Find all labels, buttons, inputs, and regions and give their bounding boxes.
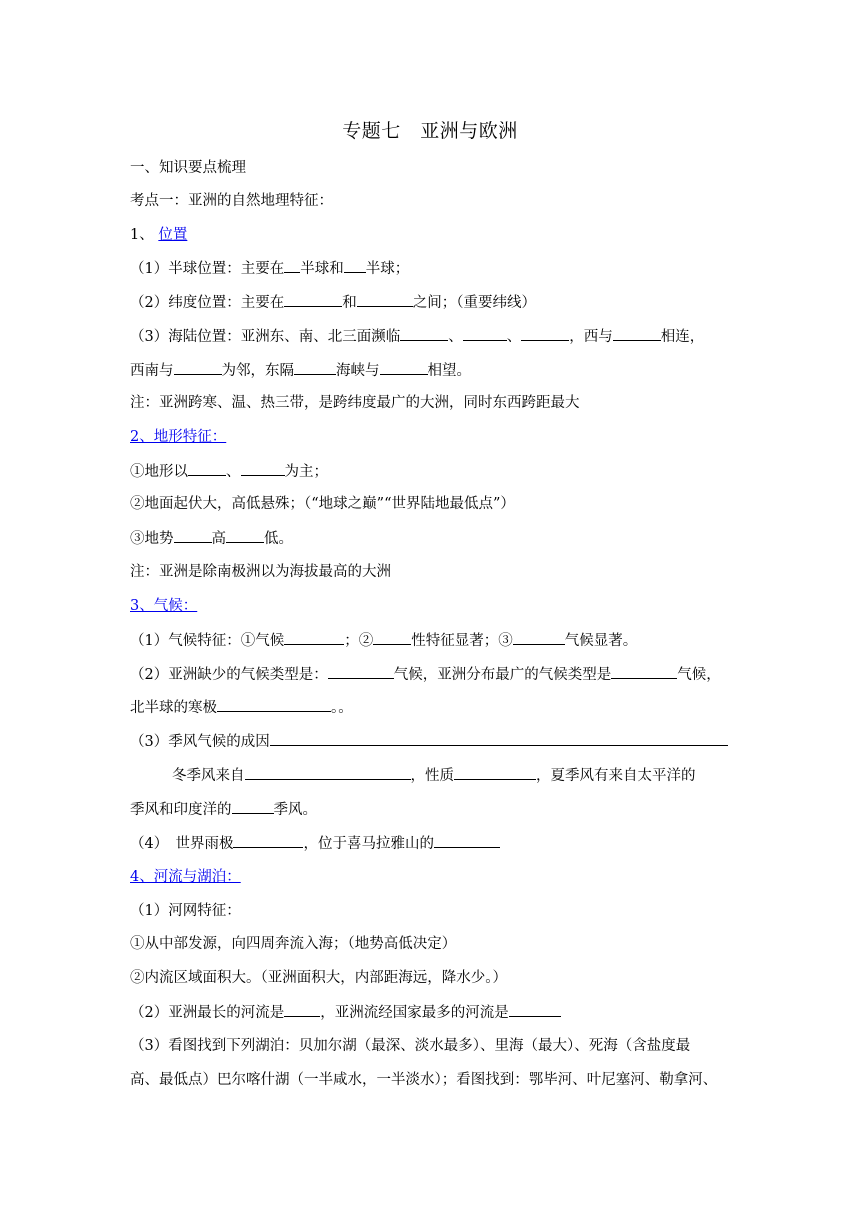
terrain-line-2: ②地面起伏大，高低悬殊；（“地球之巅”“世界陆地最低点”） [130,496,515,512]
text-segment: 气候，亚洲分布最广的气候类型是 [393,667,612,683]
rivers-line-6: 高、最低点）巴尔喀什湖（一半咸水，一半淡水）；看图找到：鄂毕河、叶尼塞河、勒拿河、 [130,1072,718,1088]
text-segment: （2）亚洲缺少的气候类型是： [130,667,328,683]
text-segment: 。。 [331,700,353,716]
rivers-line-1: （1）河网特征： [130,903,241,919]
text-segment: ①地形以 [130,464,188,480]
terrain-note: 注：亚洲是除南极洲以为海拔最高的大洲 [130,564,391,580]
blank[interactable] [217,697,331,712]
terrain-link[interactable]: 2、地形特征： [130,429,227,445]
blank[interactable] [232,799,274,814]
blank[interactable] [284,258,300,273]
rivers-line-3: ②内流区域面积大。（亚洲面积大，内部距海远，降水少。） [130,970,507,986]
blank[interactable] [284,630,344,645]
latitude-line [130,292,734,313]
blank[interactable] [233,833,303,848]
rivers-line-5: （3）看图找到下列湖泊：贝加尔湖（最深、淡水最多）、里海（最大）、死海（含盐度最 [130,1038,691,1054]
text-segment: 半球； [365,261,410,277]
text-segment: 半球和 [300,261,344,277]
section-heading: 一、知识要点梳理 [130,160,246,176]
blank[interactable] [284,1002,320,1017]
text-segment: ，位于喜马拉雅山的 [303,836,434,852]
text-segment: 季风。 [273,802,317,818]
blank[interactable] [241,461,285,476]
text-segment: 气候， [677,667,721,683]
text-segment: （1）半球位置：主要在 [130,261,285,277]
position-link[interactable]: 位置 [158,227,188,243]
text-segment: 高 [211,531,226,547]
blank[interactable] [509,1002,561,1017]
position-number: 1、 [130,227,154,243]
text-segment: 气候显著。 [564,633,638,649]
blank[interactable] [454,765,536,780]
blank[interactable] [434,833,500,848]
blank[interactable] [357,292,413,307]
terrain-heading [130,427,734,447]
text-segment: 低。 [264,531,293,547]
blank[interactable] [521,326,569,341]
text-segment: （2）亚洲最长的河流是 [130,1005,285,1021]
position-heading-line [130,225,734,245]
hemisphere-line [130,258,734,279]
blank[interactable] [613,326,661,341]
text-segment: ，性质 [410,768,454,784]
climate-line-1 [130,630,734,651]
blank[interactable] [284,292,342,307]
climate-heading [130,596,734,616]
climate-line-6 [130,799,734,820]
sea-land-line-2 [130,360,734,381]
blank[interactable] [611,664,677,679]
text-segment: 和 [342,295,357,311]
text-segment: 、 [226,464,241,480]
rivers-heading [130,867,734,887]
text-segment: ③地势 [130,531,174,547]
climate-link[interactable]: 3、气候： [130,598,198,614]
text-segment: 海峡与 [336,363,380,379]
text-segment: （3）海陆位置：亚洲东、南、北三面濒临 [130,329,401,345]
text-segment: （4） 世界雨极 [130,836,234,852]
blank[interactable] [270,731,728,746]
rivers-link[interactable]: 4、河流与湖泊： [130,869,241,885]
page-title: 专题七 亚洲与欧洲 [342,120,518,142]
blank[interactable] [294,360,336,375]
sea-land-line-1 [130,326,734,347]
climate-line-3 [130,697,734,718]
text-segment: （2）纬度位置：主要在 [130,295,285,311]
climate-line-5 [172,765,734,786]
kaodian-heading: 考点一：亚洲的自然地理特征： [130,193,333,209]
blank[interactable] [513,630,565,645]
blank[interactable] [328,664,394,679]
text-segment: 冬季风来自 [172,768,245,784]
climate-line-7 [130,833,734,854]
text-segment: 之间；（重要纬线） [412,295,536,311]
text-segment: 相连， [660,329,705,345]
text-segment: ；② [344,633,374,649]
text-segment: 北半球的寒极 [130,700,217,716]
text-segment: 季风和印度洋的 [130,802,232,818]
blank[interactable] [373,630,411,645]
text-segment: ，西与 [569,329,613,345]
text-segment: 、 [448,329,463,345]
terrain-line-1 [130,461,734,482]
position-note: 注：亚洲跨寒、温、热三带，是跨纬度最广的大洲，同时东西跨距最大 [130,395,580,411]
blank[interactable] [226,528,264,543]
blank[interactable] [463,326,507,341]
blank[interactable] [380,360,428,375]
rivers-line-4 [130,1002,734,1023]
text-segment: （1）气候特征：①气候 [130,633,285,649]
text-segment: （3）季风气候的成因 [130,734,270,750]
blank[interactable] [245,765,411,780]
rivers-line-2: ①从中部发源，向四周奔流入海；（地势高低决定） [130,936,457,952]
blank[interactable] [400,326,448,341]
text-segment: 为邻，东隔 [221,363,294,379]
blank[interactable] [174,360,222,375]
text-segment: 相望。 [427,363,471,379]
terrain-line-3 [130,528,734,549]
climate-line-4 [130,731,734,752]
blank[interactable] [174,528,212,543]
text-segment: ，夏季风有来自太平洋的 [536,768,696,784]
text-segment: 为主； [284,464,328,480]
blank[interactable] [188,461,226,476]
blank[interactable] [344,258,366,273]
text-segment: 西南与 [130,363,174,379]
text-segment: 性特征显著；③ [411,633,513,649]
text-segment: ，亚洲流经国家最多的河流是 [320,1005,509,1021]
climate-line-2 [130,664,734,685]
text-segment: 、 [506,329,522,345]
